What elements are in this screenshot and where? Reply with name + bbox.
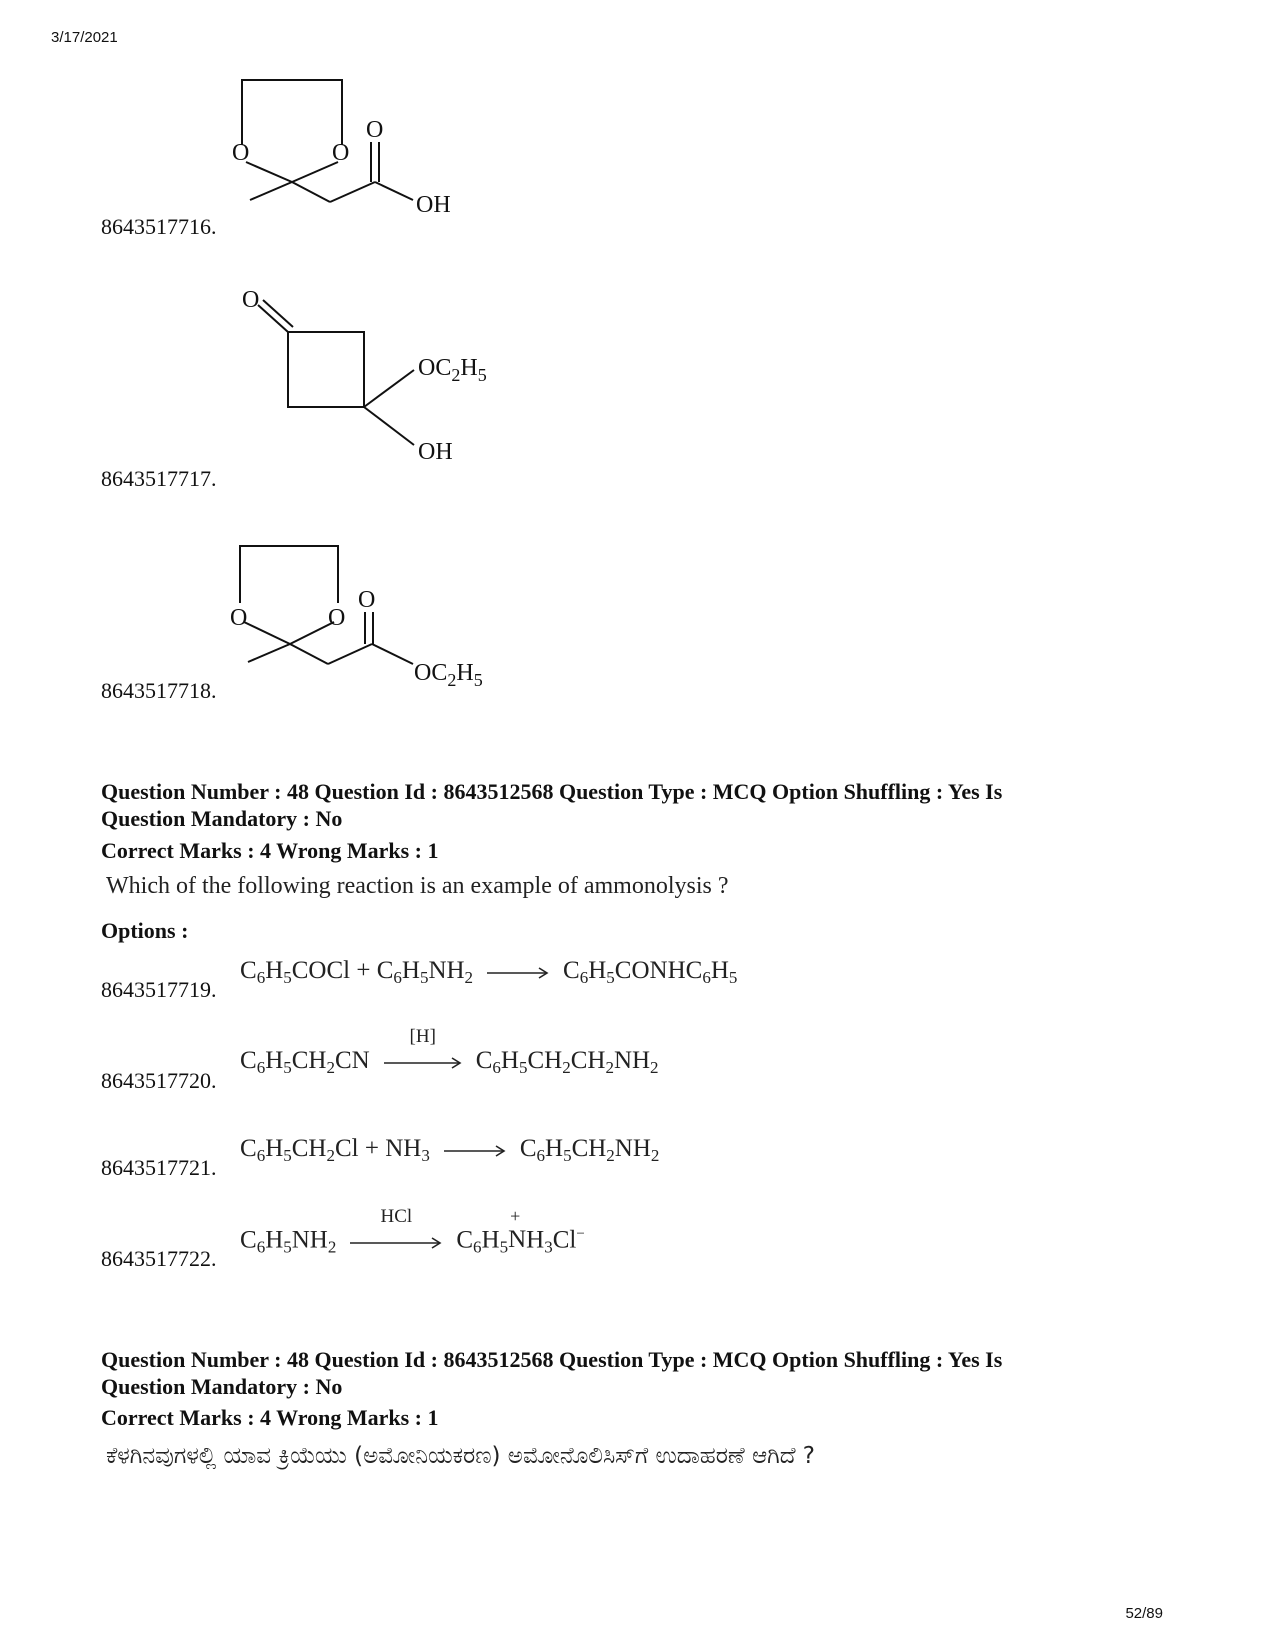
ring-bond (242, 80, 342, 145)
bond (372, 644, 413, 664)
group-oc2h5: $OC_2H_5$ (414, 660, 483, 690)
bond (250, 182, 292, 200)
option-id: 8643517716. (101, 214, 217, 239)
atom-oh: OH (416, 192, 451, 218)
option-id: 8643517721. (101, 1155, 217, 1180)
atom-o: O (232, 140, 250, 166)
bond (364, 370, 414, 407)
question-meta-line: Question Number : 48 Question Id : 8643512568 Question Type : MCQ Option Shuffling : Yes Is (101, 1347, 1003, 1372)
bond (364, 407, 414, 445)
option-reaction: $C_6H_5CH_2CN$ [H] $C_6H_5CH_2CH_2NH_2$ (240, 1026, 659, 1077)
ammonium-n: + N (508, 1206, 527, 1254)
print-date: 3/17/2021 (51, 29, 118, 46)
question-meta-line: Question Number : 48 Question Id : 8643512568 Question Type : MCQ Option Shuffling : Yes Is (101, 779, 1003, 804)
atom-o: O (230, 605, 248, 631)
option-reaction: $C_6H_5NH_2$ HCl $C_6H_5$ + $NH_3Cl^-$ (240, 1205, 585, 1257)
question-meta-line: Question Mandatory : No (101, 1374, 343, 1399)
reaction-arrow (350, 1205, 442, 1256)
structure-dioxolane-ethyl-ester (228, 540, 518, 700)
option-reaction: $C_6H_5CH_2Cl + NH_3$ $C_6H_5CH_2NH_2$ (240, 1135, 660, 1165)
atom-o: O (332, 140, 350, 166)
option-id: 8643517719. (101, 977, 217, 1002)
atom-o: O (328, 605, 346, 631)
group-oc2h5: $OC_2H_5$ (418, 355, 487, 385)
question-meta-line: Question Mandatory : No (101, 806, 343, 831)
option-id: 8643517717. (101, 466, 217, 491)
atom-o: O (366, 117, 384, 143)
option-id: 8643517720. (101, 1068, 217, 1093)
bond (244, 622, 290, 644)
option-id: 8643517718. (101, 678, 217, 703)
question-marks: Correct Marks : 4 Wrong Marks : 1 (101, 1405, 439, 1430)
question-text: ಕೆಳಗಿನವುಗಳಲ್ಲಿ ಯಾವ ಕ್ರಿಯೆಯು (ಅಮೋನಿಯಕರಣ) ಅಮೋನೊಲಿಸಿಸ್‌ಗೆ ಉದಾಹರಣೆ ಆಗಿದೆ ? (106, 1443, 816, 1469)
question-meta (101, 778, 1151, 832)
options-label: Options : (101, 918, 189, 943)
question-text: Which of the following reaction is an example of ammonolysis ? (106, 873, 729, 899)
reaction-arrow (487, 958, 549, 986)
bond (375, 182, 413, 200)
structure-dioxolane-acetic-acid (230, 70, 490, 230)
bond (328, 644, 372, 664)
bond (248, 644, 290, 662)
ring (288, 332, 364, 407)
atom-o: O (242, 287, 260, 313)
question-marks: Correct Marks : 4 Wrong Marks : 1 (101, 838, 439, 863)
page-number: 52/89 (1125, 1605, 1163, 1622)
bond (330, 182, 375, 202)
structure-cyclobutanone (230, 285, 520, 475)
question-meta (101, 1346, 1151, 1400)
ring-bond (240, 546, 338, 603)
bond (292, 182, 330, 202)
arrow-label: [H] (409, 1026, 436, 1048)
option-reaction: $C_6H_5COCl + C_6H_5NH_2$ $C_6H_5CONHC_6H_5$ (240, 957, 738, 987)
reaction-arrow (384, 1026, 462, 1076)
bond (290, 644, 328, 664)
option-id: 8643517722. (101, 1246, 217, 1271)
arrow-label: HCl (380, 1205, 413, 1227)
bond (246, 162, 292, 182)
atom-o: O (358, 587, 376, 613)
reaction-arrow (444, 1136, 506, 1164)
atom-oh: OH (418, 439, 453, 465)
